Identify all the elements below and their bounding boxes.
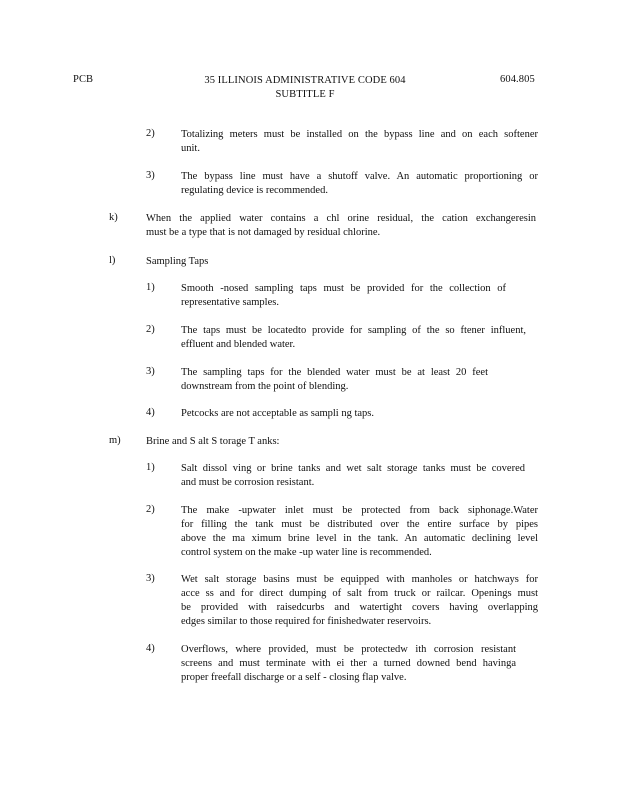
- text-line: Overflows, where provided, must be protectedw ith corrosion resistant: [181, 644, 516, 655]
- text-line: The taps must be locatedto provide for sampling of the so ftener influent,: [181, 325, 526, 336]
- text-line: Wet salt storage basins must be equipped with manholes or hatchways for: [181, 574, 538, 585]
- list-item-text: [181, 504, 538, 560]
- text-line: downstream from the point of blending.: [181, 381, 349, 392]
- header-subtitle-line: SUBTITLE F: [275, 89, 335, 100]
- text-line: proper freefall discharge or a self - closing flap valve.: [181, 672, 407, 683]
- list-item-text: [181, 282, 506, 310]
- list-item-marker: 3): [146, 573, 155, 584]
- text-line: screens and must terminate with ei ther a turned downed bend havinga: [181, 658, 516, 669]
- text-line: The bypass line must have a shutoff valve. An automatic proportioning or: [181, 171, 538, 182]
- text-line: The make -upwater inlet must be protected from back siphonage.Water: [181, 505, 538, 516]
- text-line: edges similar to those required for finishedwater reservoirs.: [181, 616, 432, 627]
- list-item-text: [181, 407, 538, 421]
- header-agency: PCB: [73, 74, 94, 85]
- text-line: Petcocks are not acceptable as sampli ng taps.: [181, 408, 375, 419]
- text-line: above the ma ximum brine level in the tank. An automatic declining level: [181, 533, 538, 544]
- text-line: acce ss and for direct dumping of salt from truck or railcar. Openings must: [181, 588, 538, 599]
- list-item-marker: 1): [146, 462, 155, 473]
- text-line: Sampling Taps: [146, 256, 209, 267]
- list-item-marker: 1): [146, 282, 155, 293]
- header-section-number: 604.805: [500, 74, 535, 85]
- text-line: must be a type that is not damaged by residual chlorine.: [146, 227, 381, 238]
- list-item-marker: 4): [146, 643, 155, 654]
- text-line: for filling the tank must be distributed over the entire surface by pipes: [181, 519, 538, 530]
- header-title: [150, 74, 460, 102]
- list-item-text: [181, 573, 538, 629]
- text-line: When the applied water contains a chl orine residual, the cation exchangeresin: [146, 213, 536, 224]
- text-line: control system on the make -up water line is recommended.: [181, 547, 432, 558]
- list-item-text: [181, 324, 526, 352]
- list-item-text: [146, 255, 536, 269]
- text-line: unit.: [181, 143, 200, 154]
- text-line: representative samples.: [181, 297, 279, 308]
- text-line: effluent and blended water.: [181, 339, 296, 350]
- list-item-text: [181, 462, 525, 490]
- list-item-marker: 3): [146, 170, 155, 181]
- list-item-text: [146, 435, 536, 449]
- text-line: Smooth -nosed sampling taps must be provided for the collection of: [181, 283, 506, 294]
- list-item-marker: 2): [146, 128, 155, 139]
- text-line: Totalizing meters must be installed on the bypass line and on each softener: [181, 129, 538, 140]
- list-item-text: [181, 366, 488, 394]
- list-item-marker: 2): [146, 504, 155, 515]
- list-item-marker: 3): [146, 366, 155, 377]
- text-line: be provided with raisedcurbs and watertight covers having overlapping: [181, 602, 538, 613]
- text-line: and must be corrosion resistant.: [181, 477, 315, 488]
- list-item-text: [146, 212, 536, 240]
- text-line: Salt dissol ving or brine tanks and wet salt storage tanks must be covered: [181, 463, 525, 474]
- list-item-marker: k): [109, 212, 118, 223]
- list-item-marker: m): [109, 435, 121, 446]
- text-line: The sampling taps for the blended water must be at least 20 feet: [181, 367, 488, 378]
- list-item-text: [181, 643, 516, 685]
- list-item-text: [181, 170, 538, 198]
- list-item-text: [181, 128, 538, 156]
- text-line: regulating device is recommended.: [181, 185, 328, 196]
- list-item-marker: 2): [146, 324, 155, 335]
- list-item-marker: 4): [146, 407, 155, 418]
- header-code-line: 35 ILLINOIS ADMINISTRATIVE CODE 604: [204, 75, 406, 86]
- text-line: Brine and S alt S torage T anks:: [146, 436, 280, 447]
- list-item-marker: l): [109, 255, 116, 266]
